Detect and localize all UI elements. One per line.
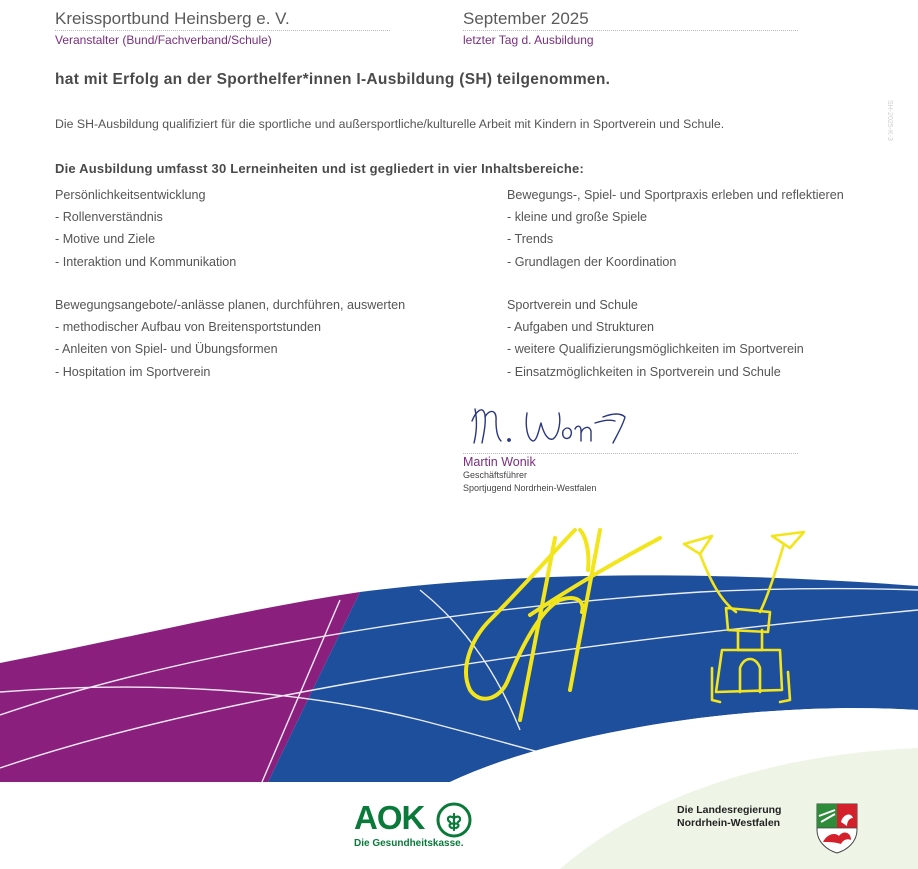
- handwritten-signature: [463, 395, 663, 453]
- list-item: - Anleiten von Spiel- und Übungsformen: [55, 342, 278, 357]
- list-item: - Hospitation im Sportverein: [55, 364, 211, 379]
- list-item: - Aufgaben und Strukturen: [507, 320, 655, 335]
- aok-tagline: Die Gesundheitskasse.: [354, 838, 464, 849]
- list-item: - Interaktion und Kommunikation: [55, 254, 237, 269]
- organizer-caption: Veranstalter (Bund/Fachverband/Schule): [55, 33, 272, 47]
- date-field: [463, 9, 798, 47]
- block-title: Bewegungsangebote/-anlässe planen, durchführen, auswerten: [55, 298, 406, 312]
- aok-logo: [354, 800, 474, 852]
- content-block-practice: [507, 184, 844, 273]
- website-link[interactable]: www.sporthelfer.nrw: [55, 781, 167, 795]
- list-item: - Rollenverständnis: [55, 210, 163, 225]
- scope-title: Die Ausbildung umfasst 30 Lerneinheiten und ist gegliedert in vier Inhaltsbereiche:: [55, 161, 584, 176]
- government-label: [677, 804, 781, 830]
- certificate-headline: hat mit Erfolg an der Sporthelfer*innen I-Ausbildung (SH) teilgenommen.: [55, 71, 611, 88]
- list-item: - Motive und Ziele: [55, 232, 156, 247]
- content-block-club-school: [507, 294, 804, 383]
- intro-text: Die SH-Ausbildung qualifiziert für die sportliche und außersportliche/kulturelle Arbeit mit Kindern in Sportverein und Schule.: [55, 117, 725, 131]
- block-title: Bewegungs-, Spiel- und Sportpraxis erleben und reflektieren: [507, 188, 844, 202]
- date-caption: letzter Tag d. Ausbildung: [463, 33, 594, 47]
- organizer-field: [55, 9, 390, 47]
- date-rule: [463, 30, 798, 31]
- list-item: - Grundlagen der Koordination: [507, 254, 677, 269]
- list-item: - Trends: [507, 232, 554, 247]
- organizer-value: Kreissportbund Heinsberg e. V.: [55, 9, 290, 28]
- content-block-planning: [55, 294, 405, 383]
- list-item: - kleine und große Spiele: [507, 210, 648, 225]
- list-item: - Einsatzmöglichkeiten in Sportverein und Schule: [507, 364, 781, 379]
- signer-organization: Sportjugend Nordrhein-Westfalen: [463, 483, 597, 493]
- signer-role: Geschäftsführer: [463, 470, 528, 480]
- block-title: Sportverein und Schule: [507, 298, 638, 312]
- list-item: - weitere Qualifizierungsmöglichkeiten im Sportverein: [507, 342, 804, 357]
- organizer-rule: [55, 30, 390, 31]
- signature-rule: [463, 453, 798, 454]
- government-line-2: Nordrhein-Westfalen: [677, 817, 781, 829]
- block-title: Persönlichkeitsentwicklung: [55, 188, 206, 202]
- signature-area: [463, 395, 798, 495]
- aok-wordmark: AOK: [354, 799, 425, 836]
- content-block-personality: [55, 184, 236, 273]
- government-line-1: Die Landesregierung: [677, 804, 782, 816]
- list-item: - methodischer Aufbau von Breitensportstunden: [55, 320, 322, 335]
- date-value: September 2025: [463, 9, 589, 28]
- side-reference-code: SH-2025-K-3: [886, 100, 893, 141]
- signer-name: Martin Wonik: [463, 455, 536, 469]
- aok-tree-icon: [436, 802, 472, 838]
- nrw-crest-icon: [813, 802, 861, 854]
